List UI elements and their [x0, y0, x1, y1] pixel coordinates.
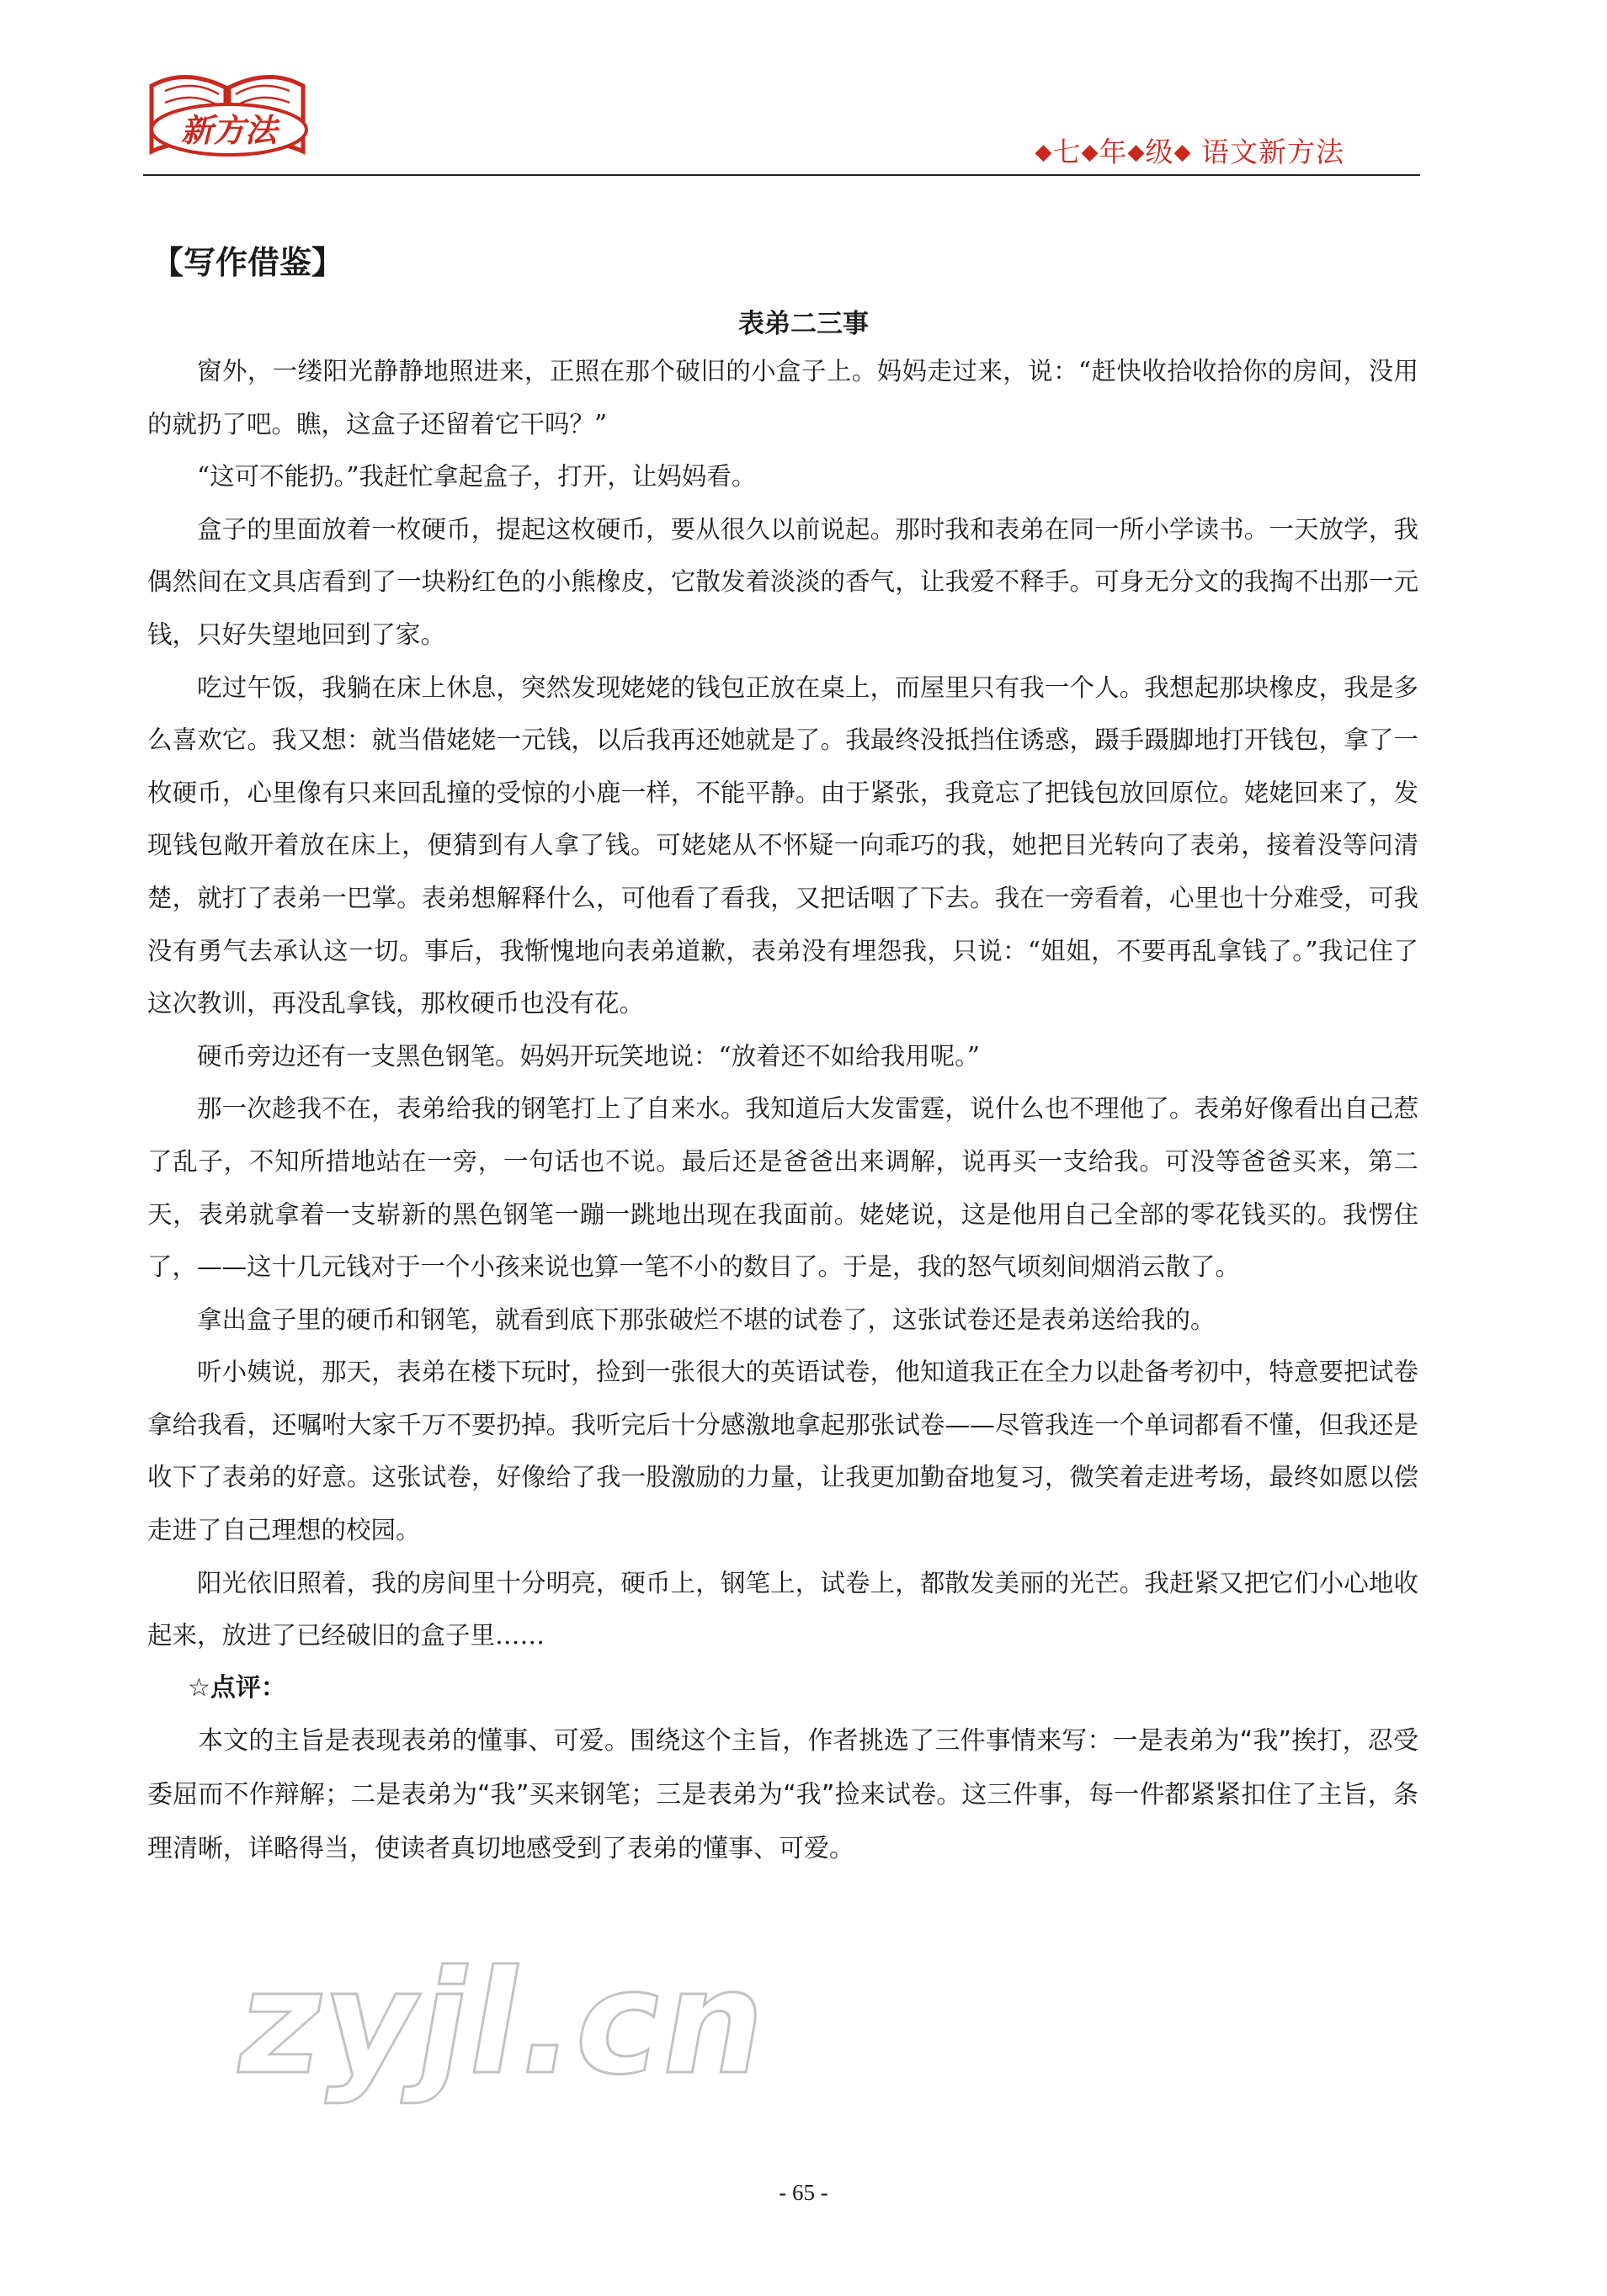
watermark: zyjl.cn: [225, 1940, 783, 2107]
header-divider: [143, 174, 1420, 176]
book-logo-icon: [135, 61, 320, 170]
paragraph: 吃过午饭，我躺在床上休息，突然发现姥姥的钱包正放在桌上，而屋里只有我一个人。我想起那块橡皮，我是多么喜欢它。我又想：就当借姥姥一元钱，以后我再还她就是了。我最终没抵挡住诱惑，蹑手蹑脚地打开钱包，拿了一枚硬币，心里像有只来回乱撞的受惊的小鹿一样，不能平静。由于紧张，我竟忘了把钱包放回原位。姥姥回来了，发现钱包敞开着放在床上，便猜到有人拿了钱。可姥姥从不怀疑一向乖巧的我，她把目光转向了表弟，接着没等问清楚，就打了表弟一巴掌。表弟想解释什么，可他看了看我，又把话咽了下去。我在一旁看着，心里也十分难受，可我没有勇气去承认这一切。事后，我惭愧地向表弟道歉，表弟没有埋怨我，只说：“姐姐，不要再乱拿钱了。”我记住了这次教训，再没乱拿钱，那枚硬币也没有花。: [147, 672, 1418, 1018]
article-title: 表弟二三事: [738, 309, 869, 339]
article-body: [147, 345, 1418, 1876]
page-number: - 65 -: [779, 2180, 828, 2205]
publisher-logo: [135, 61, 320, 170]
paragraph: “这可不能扔。”我赶忙拿起盒子，打开，让妈妈看。: [197, 462, 757, 492]
paragraph: 那一次趁我不在，表弟给我的钢笔打上了自来水。我知道后大发雷霆，说什么也不理他了。表弟好像看出自己惹了乱子，不知所措地站在一旁，一句话也不说。最后还是爸爸出来调解，说再买一支给我。可没等爸爸买来，第二天，表弟就拿着一支崭新的黑色钢笔一蹦一跳地出现在我面前。姥姥说，这是他用自己全部的零花钱买的。我愣住了，——这十几元钱对于一个小孩来说也算一笔不小的数目了。于是，我的怒气顷刻间烟消云散了。: [147, 1094, 1418, 1282]
paragraph: 拿出盒子里的硬币和钢笔，就看到底下那张破烂不堪的试卷了，这张试卷还是表弟送给我的。: [197, 1305, 1216, 1334]
paragraph: 听小姨说，那天，表弟在楼下玩时，捡到一张很大的英语试卷，他知道我正在全力以赴备考初中，特意要把试卷拿给我看，还嘱咐大家千万不要扔掉。我听完后十分感激地拿起那张试卷——尽管我连一个单词都看不懂，但我还是收下了表弟的好意。这张试卷，好像给了我一股激励的力量，让我更加勤奋地复习，微笑着走进考场，最终如愿以偿走进了自己理想的校园。: [147, 1358, 1418, 1545]
paragraph: 盒子的里面放着一枚硬币，提起这枚硬币，要从很久以前说起。那时我和表弟在同一所小学读书。一天放学，我偶然间在文具店看到了一块粉红色的小熊橡皮，它散发着淡淡的香气，让我爱不释手。可身无分文的我掏不出那一元钱，只好失望地回到了家。: [147, 514, 1418, 649]
paragraph: 阳光依旧照着，我的房间里十分明亮，硬币上，钢笔上，试卷上，都散发美丽的光芒。我赶紧又把它们小心地收起来，放进了已经破旧的盒子里……: [147, 1568, 1418, 1650]
paragraph: 硬币旁边还有一支黑色钢笔。妈妈开玩笑地说：“放着还不如给我用呢。”: [197, 1041, 980, 1071]
comment-text: 本文的主旨是表现表弟的懂事、可爱。围绕这个主旨，作者挑选了三件事情来写：一是表弟为“我”挨打，忍受委屈而不作辩解；二是表弟为“我”买来钢笔；三是表弟为“我”捡来试卷。这三件事，每一件都紧紧扣住了主旨，条理清晰，详略得当，使读者真切地感受到了表弟的懂事、可爱。: [147, 1726, 1418, 1864]
paragraph: 窗外，一缕阳光静静地照进来，正照在那个破旧的小盒子上。妈妈走过来，说：“赶快收拾收拾你的房间，没用的就扔了吧。瞧，这盒子还留着它干吗？”: [147, 357, 1418, 438]
logo-text: 新方法: [180, 111, 278, 149]
section-heading: 【写作借鉴】: [152, 244, 344, 281]
series-title: ◆七◆年◆级◆ 语文新方法: [1035, 136, 1344, 168]
comment-label: ☆点评：: [188, 1672, 286, 1703]
